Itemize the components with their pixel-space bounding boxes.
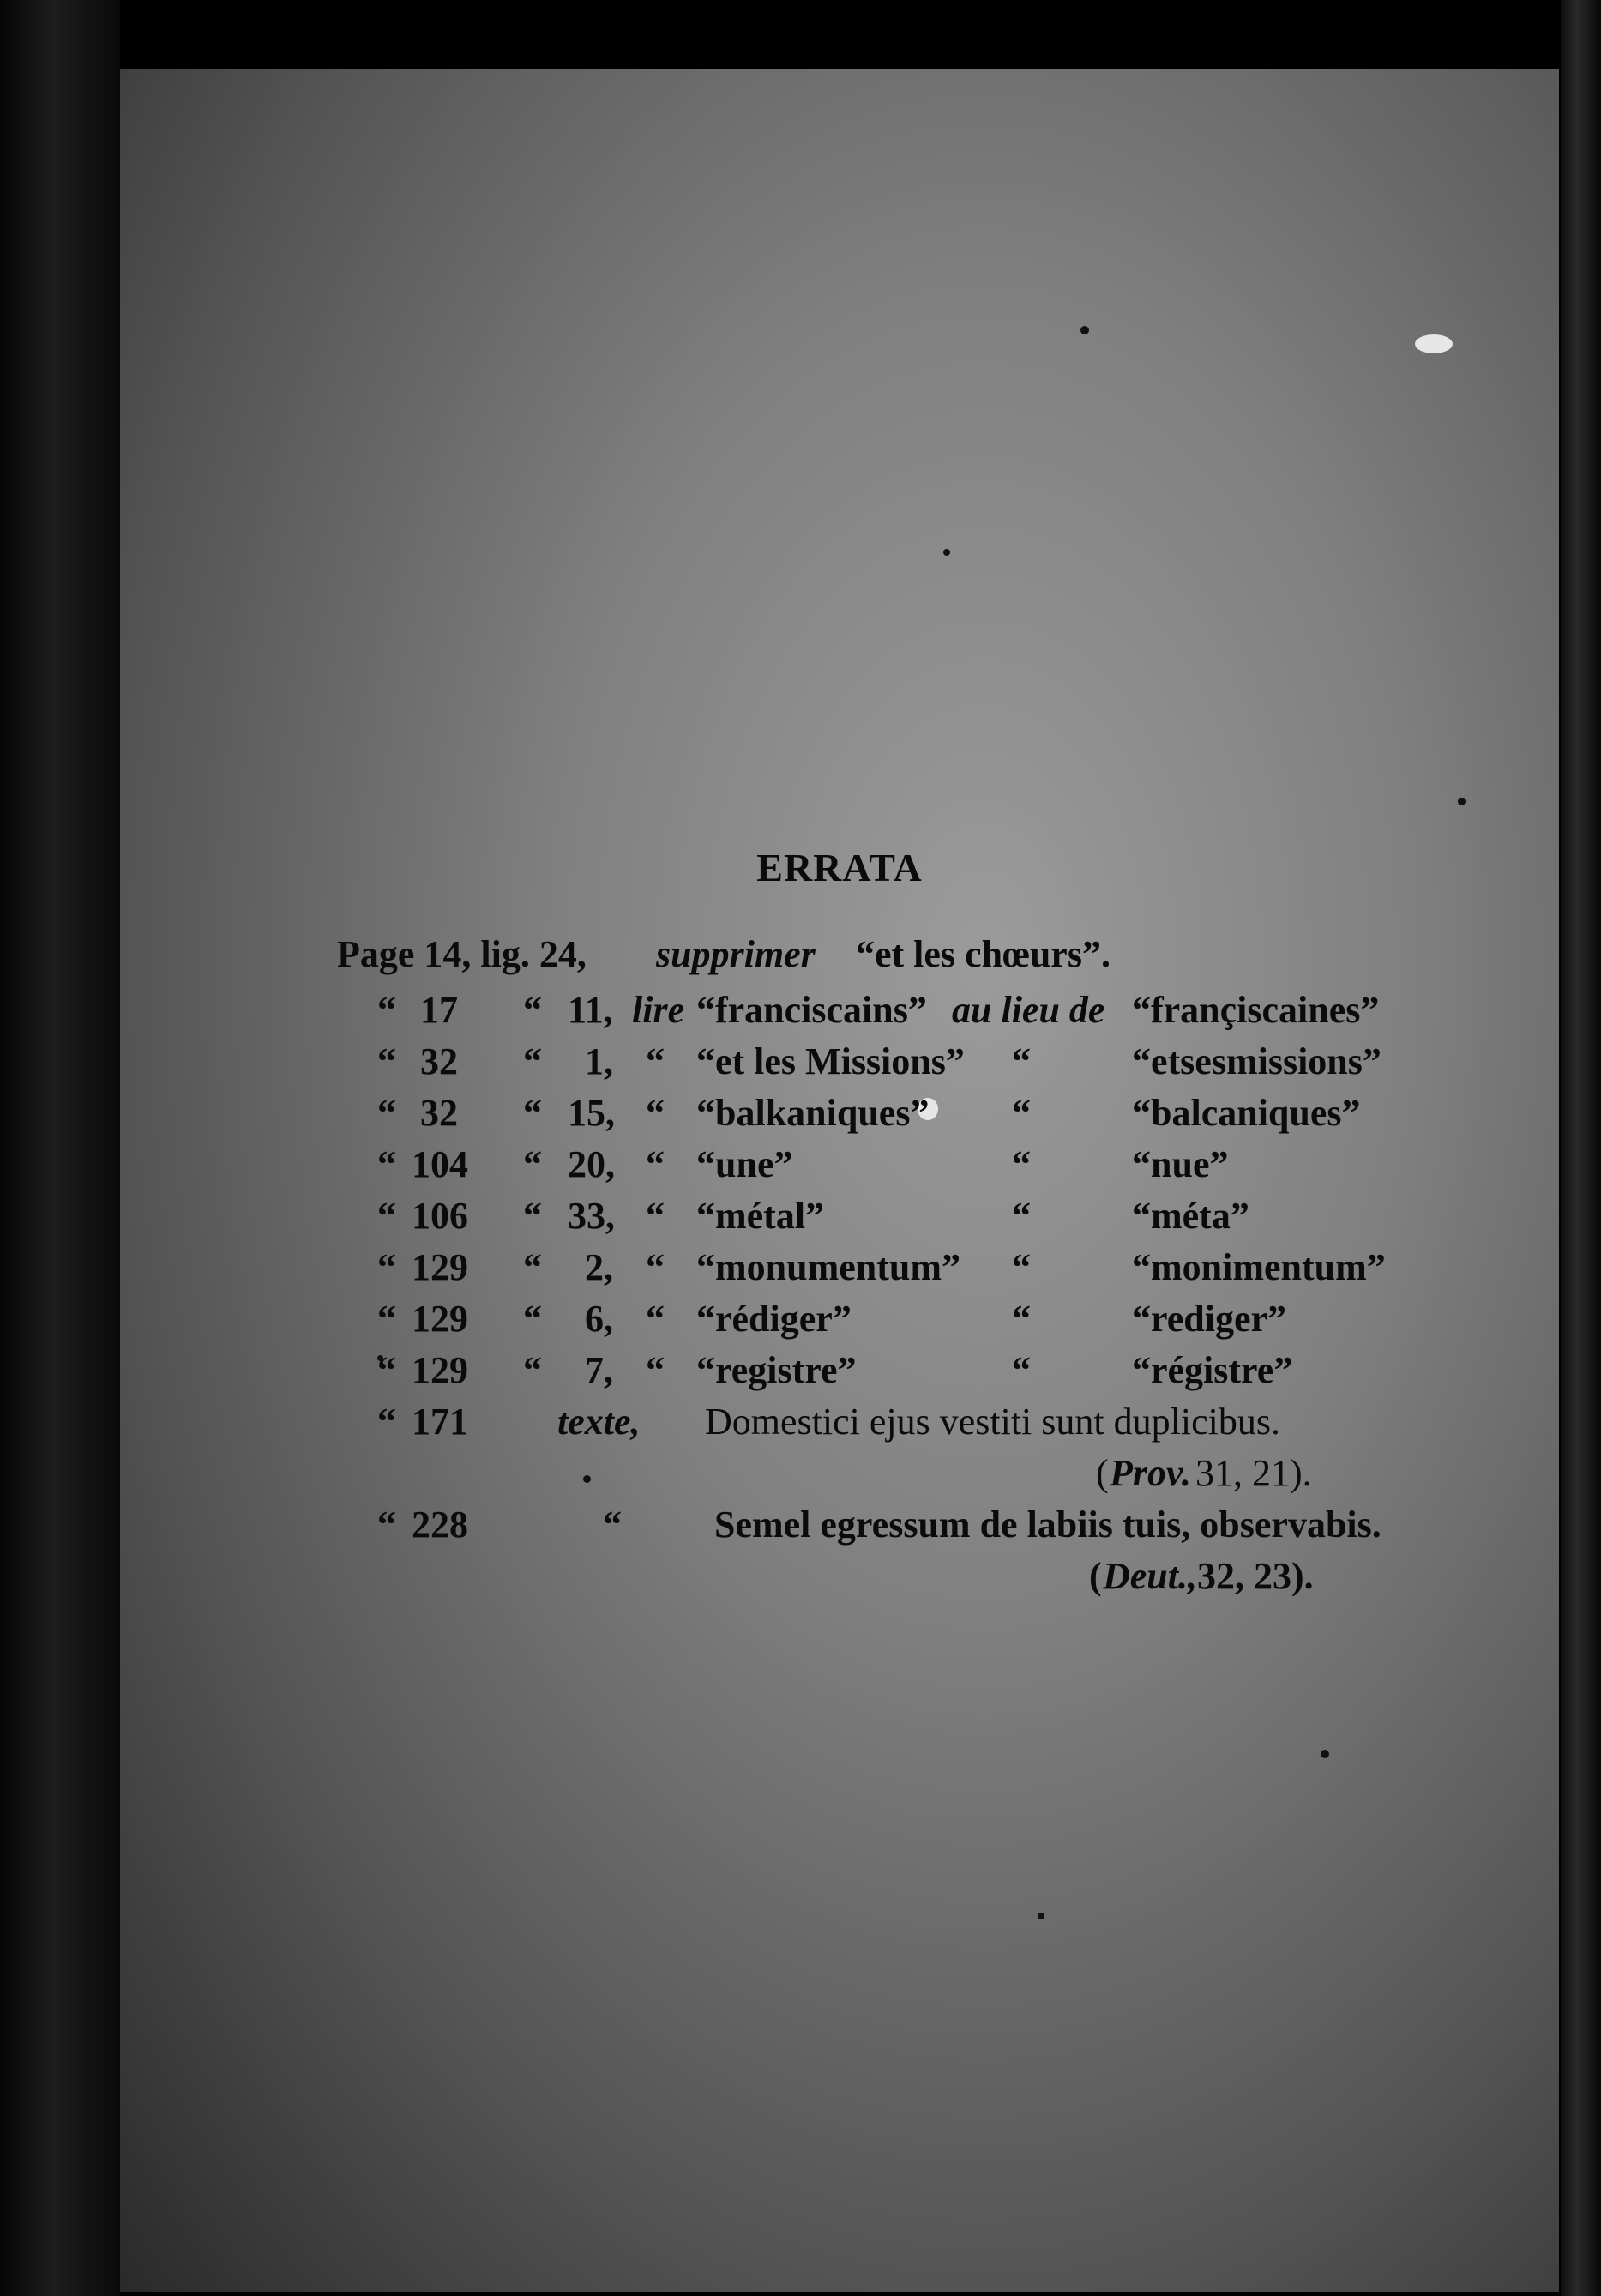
correct-text: “méta” bbox=[1132, 1195, 1249, 1237]
scan-speck bbox=[1458, 798, 1466, 805]
wrong-text: “monumentum” bbox=[696, 1246, 961, 1288]
ditto-mark: “ bbox=[523, 1349, 542, 1391]
correct-text: “monimentum” bbox=[1132, 1246, 1386, 1288]
ditto-mark: “ bbox=[523, 1298, 542, 1340]
correct-text: “nue” bbox=[1132, 1143, 1229, 1185]
ditto-mark: “ bbox=[646, 1195, 665, 1237]
correct-text: “françiscaines” bbox=[1132, 989, 1380, 1031]
wrong-text: “balkaniques” bbox=[696, 1092, 930, 1134]
line-number: 33, bbox=[568, 1195, 615, 1237]
page-number: 32 bbox=[420, 1092, 458, 1134]
instruction: lire bbox=[632, 989, 685, 1031]
correction-text: “et les chœurs”. bbox=[856, 933, 1110, 975]
ditto-mark: “ bbox=[1012, 1143, 1031, 1185]
correct-quotation: Domestici ejus vestiti sunt duplicibus. bbox=[705, 1401, 1280, 1443]
page-number: 129 bbox=[412, 1246, 468, 1288]
page-number: 171 bbox=[412, 1401, 468, 1443]
scan-blemish bbox=[1415, 334, 1453, 353]
ditto-mark: “ bbox=[377, 1349, 396, 1391]
ditto-mark: “ bbox=[377, 1195, 396, 1237]
ditto-mark: “ bbox=[1012, 1298, 1031, 1340]
document-page bbox=[120, 69, 1559, 2292]
film-left-border bbox=[0, 0, 120, 2296]
ditto-mark: “ bbox=[523, 1092, 542, 1134]
page-number: 104 bbox=[412, 1143, 468, 1185]
correct-quotation: Semel egressum de labiis tuis, observabis. bbox=[714, 1504, 1381, 1546]
wrong-text: “et les Missions” bbox=[696, 1040, 965, 1082]
ditto-mark: “ bbox=[377, 1504, 396, 1546]
correct-text: “etsesmissions” bbox=[1132, 1040, 1381, 1082]
wrong-text: “rédiger” bbox=[696, 1298, 852, 1340]
ditto-mark: “ bbox=[646, 1298, 665, 1340]
ditto-mark: “ bbox=[603, 1504, 622, 1546]
reference-book: Deut., bbox=[1103, 1555, 1197, 1597]
scan-speck bbox=[1321, 1750, 1329, 1758]
ditto-mark: “ bbox=[523, 1143, 542, 1185]
page-number: 106 bbox=[412, 1195, 468, 1237]
instruction: supprimer bbox=[656, 933, 816, 975]
page-number: 129 bbox=[412, 1349, 468, 1391]
wrong-text: “une” bbox=[696, 1143, 793, 1185]
ditto-mark: “ bbox=[377, 1092, 396, 1134]
ditto-mark: “ bbox=[1012, 1349, 1031, 1391]
instruction: au lieu de bbox=[952, 989, 1105, 1031]
ditto-mark: “ bbox=[523, 1246, 542, 1288]
ditto-mark: “ bbox=[523, 1195, 542, 1237]
film-right-border bbox=[1561, 0, 1601, 2296]
wrong-text: “registre” bbox=[696, 1349, 857, 1391]
page-number: 32 bbox=[420, 1040, 458, 1082]
ditto-mark: “ bbox=[646, 1349, 665, 1391]
ditto-mark: “ bbox=[1012, 1195, 1031, 1237]
location-label: texte, bbox=[557, 1401, 641, 1443]
ditto-mark: “ bbox=[377, 989, 396, 1031]
ditto-mark: “ bbox=[646, 1143, 665, 1185]
page-number: 129 bbox=[412, 1298, 468, 1340]
ditto-mark: “ bbox=[646, 1040, 665, 1082]
correct-text: “rediger” bbox=[1132, 1298, 1287, 1340]
ditto-mark: “ bbox=[377, 1401, 396, 1443]
line-number: 11, bbox=[568, 989, 613, 1031]
page-line-ref: Page 14, lig. 24, bbox=[337, 933, 587, 975]
ditto-mark: “ bbox=[1012, 1092, 1031, 1134]
line-number: 15, bbox=[568, 1092, 615, 1134]
line-number: 20, bbox=[568, 1143, 615, 1185]
wrong-text: “métal” bbox=[696, 1195, 825, 1237]
scan-speck bbox=[1038, 1913, 1044, 1919]
ditto-mark: “ bbox=[377, 1298, 396, 1340]
correct-text: “balcaniques” bbox=[1132, 1092, 1361, 1134]
ditto-mark: “ bbox=[646, 1092, 665, 1134]
scan-speck bbox=[583, 1475, 591, 1483]
reference-open: ( bbox=[1089, 1555, 1102, 1597]
wrong-text: “franciscains” bbox=[696, 989, 927, 1031]
page-number: 17 bbox=[420, 989, 458, 1031]
page-number: 228 bbox=[412, 1504, 468, 1546]
scan-speck bbox=[1080, 326, 1089, 334]
reference-verse: 31, 21). bbox=[1195, 1452, 1312, 1494]
ditto-mark: “ bbox=[646, 1246, 665, 1288]
reference-verse: 32, 23). bbox=[1197, 1555, 1314, 1597]
ditto-mark: “ bbox=[377, 1143, 396, 1185]
line-number: 2, bbox=[585, 1246, 613, 1288]
reference-book: Prov. bbox=[1110, 1452, 1191, 1494]
line-number: 6, bbox=[585, 1298, 613, 1340]
page-title: ERRATA bbox=[756, 846, 923, 889]
ditto-mark: “ bbox=[523, 989, 542, 1031]
ditto-mark: “ bbox=[377, 1246, 396, 1288]
scan-speck bbox=[943, 549, 950, 556]
ditto-mark: “ bbox=[1012, 1246, 1031, 1288]
correct-text: “régistre” bbox=[1132, 1349, 1293, 1391]
line-number: 1, bbox=[585, 1040, 613, 1082]
line-number: 7, bbox=[585, 1349, 613, 1391]
ditto-mark: “ bbox=[377, 1040, 396, 1082]
reference-open: ( bbox=[1096, 1452, 1109, 1494]
ditto-mark: “ bbox=[1012, 1040, 1031, 1082]
ditto-mark: “ bbox=[523, 1040, 542, 1082]
